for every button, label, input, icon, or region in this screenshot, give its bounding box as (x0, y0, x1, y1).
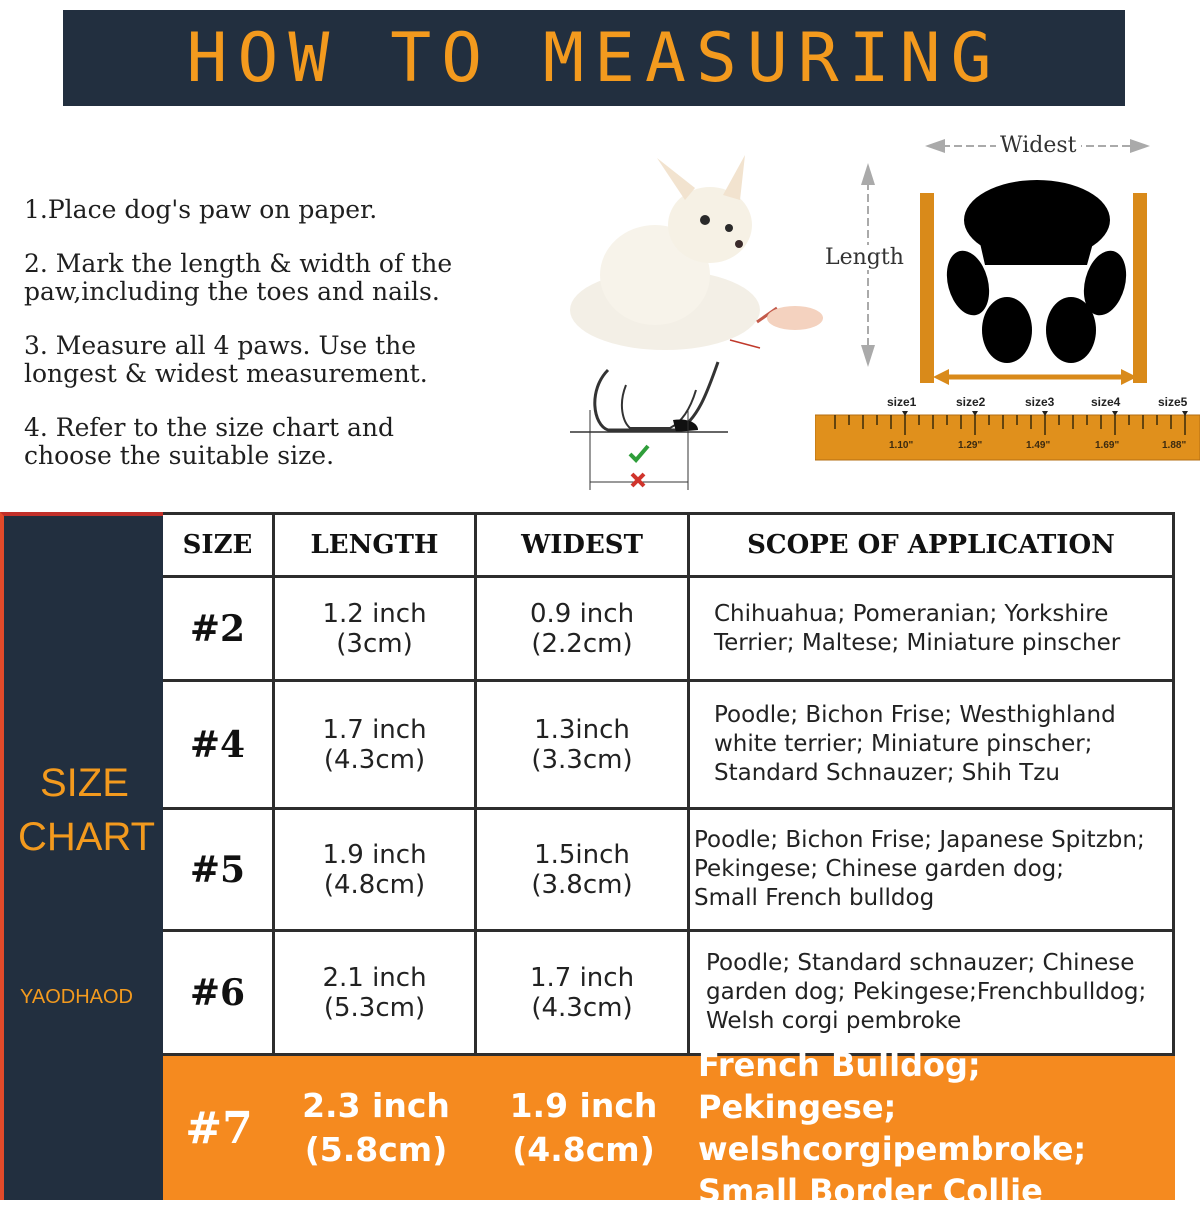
length-value: 1.9 inch (4.8cm) (322, 839, 427, 900)
widest-cell (477, 932, 690, 1053)
table-header-cell (275, 515, 477, 575)
scope-cell (690, 932, 1175, 1053)
table-row (163, 810, 1175, 932)
widest-cell (477, 682, 690, 807)
table-row-highlighted (163, 1046, 1175, 1210)
size-value: #6 (189, 971, 246, 1014)
scope-value: Chihuahua; Pomeranian; Yorkshire Terrier; Maltese; Miniature pinscher (714, 600, 1121, 656)
size-cell (163, 932, 275, 1053)
length-value: 2.1 inch (5.3cm) (322, 962, 427, 1023)
length-value: 1.2 inch (3cm) (322, 598, 427, 659)
step-3: 3. Measure all 4 paws. Use the longest & widest measurement. (24, 331, 428, 388)
widest-value: 1.3inch (3.3cm) (531, 714, 633, 775)
ruler-value-label: 1.49" (1026, 440, 1051, 451)
table-header-cell (163, 515, 275, 575)
widest-value: 1.5inch (3.8cm) (531, 839, 633, 900)
table-header-row (163, 512, 1175, 578)
header-widest: WIDEST (521, 530, 643, 560)
scope-cell (690, 578, 1175, 679)
title-banner (63, 10, 1125, 106)
ruler-size-label: size2 (956, 395, 986, 409)
size-cell (163, 682, 275, 807)
table-row (163, 682, 1175, 810)
scope-value: French Bulldog; Pekingese; welshcorgipembroke; Small Border Collie (698, 1046, 1087, 1210)
size-cell (163, 1056, 275, 1200)
size-value: #2 (189, 607, 246, 650)
widest-value: 0.9 inch (2.2cm) (529, 598, 635, 659)
table-row (163, 932, 1175, 1056)
step-1: 1.Place dog's paw on paper. (24, 195, 378, 224)
scope-cell (690, 682, 1175, 807)
widest-cell (477, 810, 690, 929)
length-cell (275, 682, 477, 807)
header-length: LENGTH (310, 530, 439, 560)
length-value: 2.3 inch (5.8cm) (302, 1086, 450, 1169)
scope-value: Poodle; Bichon Frise; Japanese Spitzbn; Pekingese; Chinese garden dog; Small French bulldog (694, 827, 1145, 911)
scope-cell (690, 1046, 1175, 1210)
puppy-illustration (545, 140, 825, 360)
scope-value: Poodle; Standard schnauzer; Chinese garden dog; Pekingese;Frenchbulldog; Welsh corgi pembroke (706, 950, 1147, 1034)
widest-cell (477, 578, 690, 679)
table-header-cell (690, 515, 1175, 575)
measuring-steps (24, 196, 554, 496)
page-title: HOW TO MEASURING (186, 18, 1002, 98)
widest-value: 1.9 inch (4.8cm) (509, 1086, 658, 1169)
header-scope: SCOPE OF APPLICATION (747, 530, 1115, 560)
widest-value: 1.7 inch (4.3cm) (529, 962, 635, 1023)
size-chart-label-line1: SIZE (40, 761, 129, 805)
table-row (163, 578, 1175, 682)
paw-measurement-diagram (815, 125, 1200, 495)
size-chart-label-line2: CHART (18, 815, 156, 859)
ruler-size-label: size1 (887, 395, 917, 409)
size-value: #5 (189, 848, 246, 891)
length-value: 1.7 inch (4.3cm) (322, 714, 427, 775)
brand-name: YAODHAOD (20, 986, 133, 1008)
ruler-value-label: 1.10" (889, 440, 914, 451)
size-chart-sidebar (0, 512, 163, 1200)
size-table (163, 512, 1178, 1210)
step-4: 4. Refer to the size chart and choose the suitable size. (24, 413, 394, 470)
widest-cell (477, 1056, 690, 1200)
step-2: 2. Mark the length & width of the paw,including the toes and nails. (24, 249, 453, 306)
ruler-size-label: size5 (1158, 395, 1188, 409)
header-size: SIZE (182, 530, 253, 560)
size-value: #4 (189, 723, 246, 766)
ruler-value-label: 1.88" (1162, 440, 1187, 451)
widest-label: Widest (996, 133, 1081, 158)
length-label: Length (825, 245, 904, 270)
length-cell (275, 810, 477, 929)
scope-cell (690, 810, 1175, 929)
length-cell (275, 1056, 477, 1200)
ruler-size-label: size3 (1025, 395, 1055, 409)
size-value: #7 (185, 1102, 253, 1154)
length-cell (275, 578, 477, 679)
length-cell (275, 932, 477, 1053)
size-chart-label (18, 756, 158, 864)
size-cell (163, 578, 275, 679)
paw-measurement-graphic (815, 125, 1200, 495)
scope-value: Poodle; Bichon Frise; Westhighland white terrier; Miniature pinscher; Standard Schnauzer; Shih Tzu (714, 702, 1116, 786)
ruler-size-label: size4 (1091, 395, 1121, 409)
ruler-value-label: 1.69" (1095, 440, 1120, 451)
table-header-cell (477, 515, 690, 575)
ruler-value-label: 1.29" (958, 440, 983, 451)
size-cell (163, 810, 275, 929)
shoe-fit-diagram (568, 350, 733, 495)
